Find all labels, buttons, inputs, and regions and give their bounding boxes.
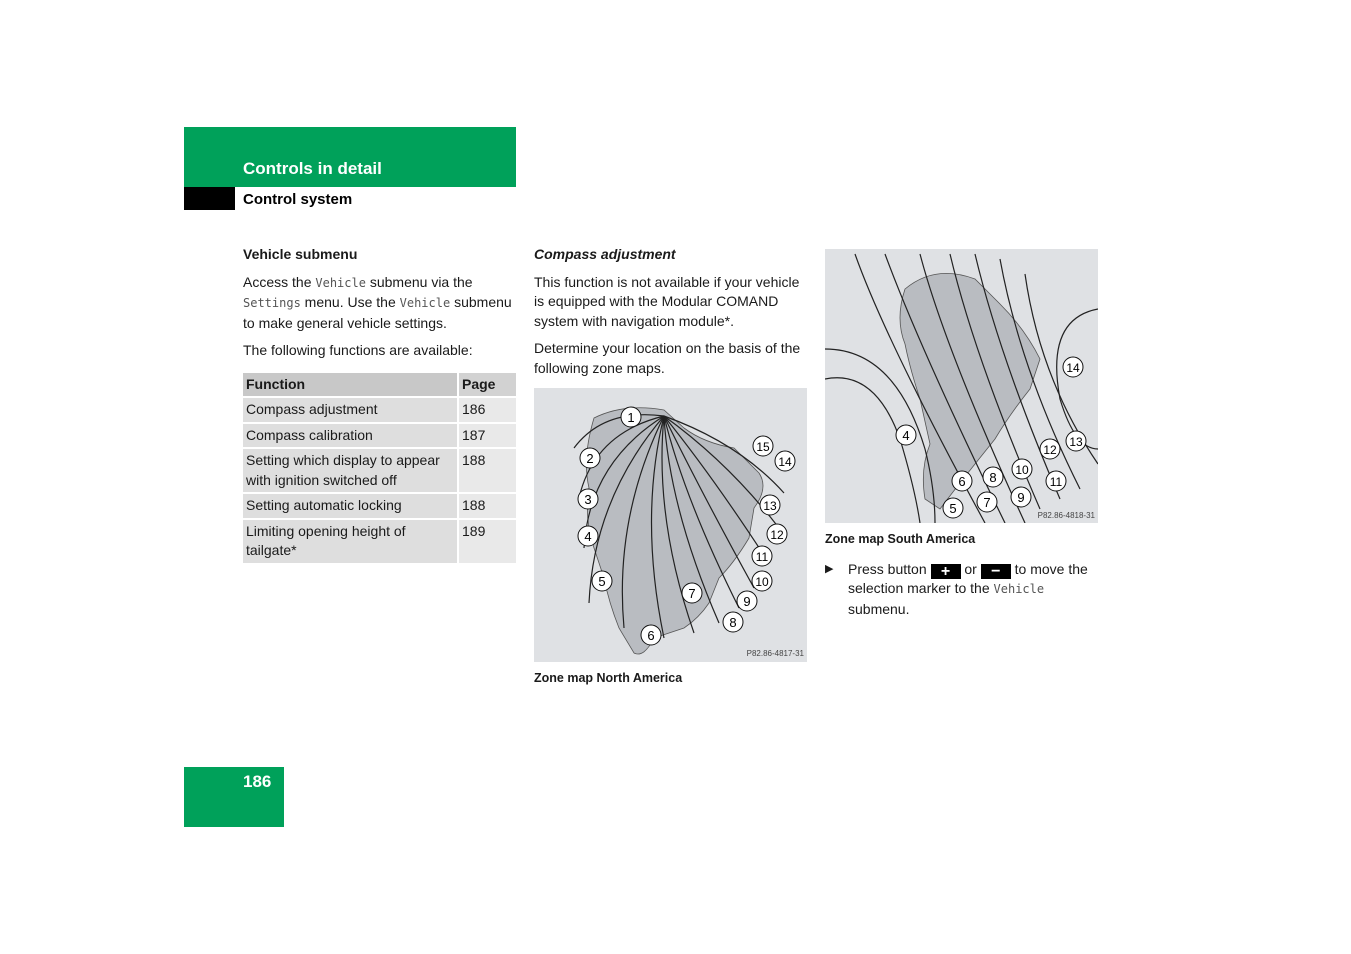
column-header-page: Page bbox=[459, 373, 516, 397]
zone-number: 6 bbox=[958, 474, 966, 489]
zone-number: 11 bbox=[1049, 475, 1063, 489]
south-america-column bbox=[825, 249, 1098, 619]
zone-number: 5 bbox=[949, 501, 957, 516]
zone-marker-6 bbox=[952, 471, 972, 491]
column-header-function: Function bbox=[243, 373, 459, 397]
display-term-vehicle: Vehicle bbox=[315, 275, 366, 290]
intro-text: Access the bbox=[243, 273, 316, 290]
table-row bbox=[243, 398, 516, 422]
display-term-vehicle: Vehicle bbox=[993, 582, 1045, 596]
display-term-settings: Settings bbox=[243, 296, 301, 310]
zone-number: 5 bbox=[598, 574, 606, 589]
table-row bbox=[243, 520, 516, 563]
zone-number: 9 bbox=[1017, 490, 1025, 505]
zone-number: 13 bbox=[1069, 435, 1083, 449]
instruction-text: or bbox=[960, 560, 981, 577]
subsection-marker bbox=[184, 187, 235, 210]
subsection-title: Control system bbox=[243, 191, 353, 208]
zone-marker-6 bbox=[641, 625, 661, 645]
zone-marker-8 bbox=[983, 467, 1003, 487]
zone-marker-4 bbox=[578, 526, 598, 546]
zone-marker-7 bbox=[977, 492, 997, 512]
page-cell: 189 bbox=[459, 520, 516, 563]
intro-text: submenu to make general vehicle settings. bbox=[243, 294, 512, 331]
zone-marker-10 bbox=[752, 571, 772, 591]
zone-number: 9 bbox=[743, 594, 751, 609]
instruction-text: to move the selection marker to the bbox=[848, 560, 1088, 596]
minus-button-icon: − bbox=[981, 564, 1011, 579]
map-code: P82.86-4818-31 bbox=[1037, 511, 1095, 520]
zone-marker-7 bbox=[682, 583, 702, 603]
zone-number: 10 bbox=[1015, 463, 1029, 477]
function-cell: Compass calibration bbox=[243, 424, 459, 448]
vehicle-submenu-column bbox=[243, 245, 516, 565]
north-america-map-caption: Zone map North America bbox=[534, 671, 683, 685]
intro-text: menu. Use the bbox=[300, 294, 400, 310]
vehicle-submenu-heading: Vehicle submenu bbox=[243, 246, 358, 262]
zone-marker-13 bbox=[760, 495, 780, 515]
zone-marker-8 bbox=[723, 612, 743, 632]
zone-number: 3 bbox=[584, 492, 592, 507]
zone-number: 10 bbox=[755, 575, 769, 589]
zone-marker-12 bbox=[767, 524, 787, 544]
vehicle-submenu-intro bbox=[243, 273, 516, 334]
zone-marker-5 bbox=[943, 498, 963, 518]
zone-number: 2 bbox=[586, 451, 594, 466]
zone-marker-14 bbox=[1063, 357, 1083, 377]
selection-instruction bbox=[825, 560, 1098, 620]
plus-button-icon: + bbox=[931, 564, 961, 579]
north-america-zone-map bbox=[534, 388, 807, 662]
zone-number: 11 bbox=[755, 550, 769, 564]
north-america-map-graphic bbox=[534, 388, 807, 662]
zone-marker-1 bbox=[621, 407, 641, 427]
function-cell: Setting automatic locking bbox=[243, 494, 459, 518]
zone-number: 14 bbox=[1066, 361, 1080, 375]
zone-marker-4 bbox=[896, 425, 916, 445]
zone-number: 6 bbox=[647, 628, 655, 643]
zone-number: 8 bbox=[989, 470, 997, 485]
compass-zone-instruction: Determine your location on the basis of the following zone maps. bbox=[534, 340, 801, 376]
zone-marker-2 bbox=[580, 448, 600, 468]
zone-marker-14 bbox=[775, 451, 795, 471]
table-row bbox=[243, 424, 516, 448]
zone-number: 8 bbox=[729, 615, 737, 630]
functions-table bbox=[243, 371, 516, 565]
available-functions-text: The following functions are available: bbox=[243, 342, 473, 358]
page-cell: 186 bbox=[459, 398, 516, 422]
display-term-vehicle: Vehicle bbox=[399, 296, 451, 310]
intro-text: submenu via the bbox=[365, 273, 473, 290]
zone-number: 15 bbox=[756, 440, 770, 454]
zone-number: 12 bbox=[770, 528, 784, 542]
function-cell: Compass adjustment bbox=[243, 398, 459, 422]
bullet-triangle-icon: ▶ bbox=[825, 562, 834, 575]
zone-marker-9 bbox=[1011, 487, 1031, 507]
table-row bbox=[243, 494, 516, 518]
compass-availability-note: This function is not available if your vehicle is equipped with the Modular COMAND system with navigation module*. bbox=[534, 273, 800, 329]
zone-marker-3 bbox=[578, 489, 598, 509]
page-cell: 187 bbox=[459, 424, 516, 448]
instruction-text: submenu. bbox=[848, 600, 910, 617]
compass-adjustment-column bbox=[534, 245, 807, 689]
south-america-map-caption: Zone map South America bbox=[825, 532, 976, 546]
south-america-zone-map bbox=[825, 249, 1098, 523]
zone-marker-5 bbox=[592, 571, 612, 591]
zone-marker-15 bbox=[753, 436, 773, 456]
south-america-map-graphic bbox=[825, 249, 1098, 523]
zone-number: 13 bbox=[763, 499, 777, 513]
section-title: Controls in detail bbox=[243, 159, 382, 178]
zone-number: 14 bbox=[778, 455, 792, 469]
zone-marker-13 bbox=[1066, 431, 1086, 451]
page-cell: 188 bbox=[459, 449, 516, 492]
zone-number: 7 bbox=[983, 495, 991, 510]
compass-adjustment-heading: Compass adjustment bbox=[534, 246, 676, 262]
zone-number: 4 bbox=[902, 428, 910, 443]
table-row bbox=[243, 449, 516, 492]
zone-marker-11 bbox=[1046, 471, 1066, 491]
zone-marker-9 bbox=[737, 591, 757, 611]
zone-number: 12 bbox=[1043, 443, 1057, 457]
page-cell: 188 bbox=[459, 494, 516, 518]
page-number: 186 bbox=[243, 772, 272, 791]
zone-marker-12 bbox=[1040, 439, 1060, 459]
table-header-row bbox=[243, 373, 516, 397]
map-code: P82.86-4817-31 bbox=[746, 649, 804, 658]
function-cell: Setting which display to appear with ignition switched off bbox=[243, 449, 459, 492]
function-cell: Limiting opening height of tailgate* bbox=[243, 520, 459, 563]
zone-number: 1 bbox=[627, 410, 635, 425]
instruction-text: Press button bbox=[848, 560, 931, 577]
zone-marker-10 bbox=[1012, 459, 1032, 479]
zone-marker-11 bbox=[752, 546, 772, 566]
zone-number: 7 bbox=[688, 586, 696, 601]
zone-number: 4 bbox=[584, 529, 592, 544]
